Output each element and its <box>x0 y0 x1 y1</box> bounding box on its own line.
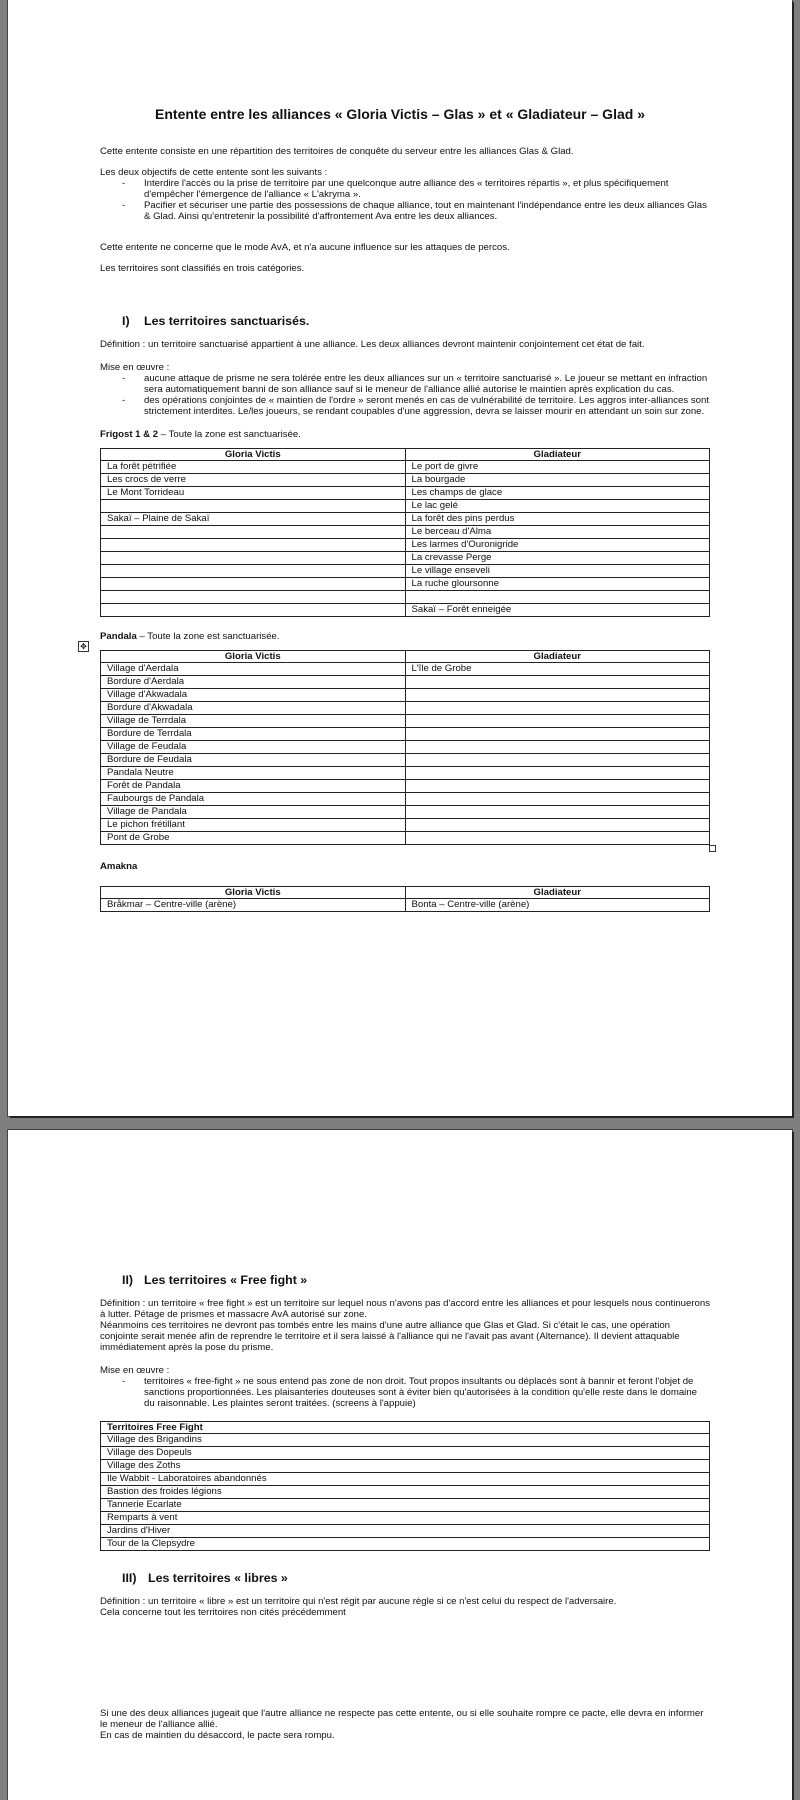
column-header: Gloria Victis <box>101 887 406 899</box>
table-cell: Tannerie Ecarlate <box>101 1499 710 1512</box>
table-row <box>101 1447 710 1460</box>
table-cell <box>405 767 710 780</box>
intro-paragraph: Cette entente consiste en une répartition des territoires de conquête du serveur entre les alliances Glas & Glad. <box>100 146 574 157</box>
table-cell: Jardins d'Hiver <box>101 1525 710 1538</box>
table-row <box>101 715 710 728</box>
section-2 <box>100 1275 710 1741</box>
table-cell <box>405 728 710 741</box>
table-cell: Tour de la Clepsydre <box>101 1538 710 1551</box>
table-cell <box>101 552 406 565</box>
table-row <box>101 832 710 845</box>
table-cell <box>101 539 406 552</box>
table-cell: Pont de Grobe <box>101 832 406 845</box>
table-cell: La crevasse Perge <box>405 552 710 565</box>
table-cell: Le lac gelé <box>405 500 710 513</box>
table-cell: Village de Pandala <box>101 806 406 819</box>
table-cell: Les larmes d'Ouronigride <box>405 539 710 552</box>
column-header: Territoires Free Fight <box>101 1422 710 1434</box>
table-row <box>101 819 710 832</box>
table-row <box>101 1473 710 1486</box>
table-cell: Les crocs de verre <box>101 474 406 487</box>
table-cell: Sakaï – Plaine de Sakaï <box>101 513 406 526</box>
table-row <box>101 1512 710 1525</box>
table-cell <box>101 578 406 591</box>
table-row <box>101 689 710 702</box>
table-cell: Bordure d'Akwadala <box>101 702 406 715</box>
zone-heading: Frigost 1 & 2 – Toute la zone est sanctuarisée. <box>100 429 301 440</box>
document-page-1 <box>8 0 792 1116</box>
table-row <box>101 1486 710 1499</box>
table-row <box>101 1538 710 1551</box>
list-item: - Interdire l'accès ou la prise de territoire par une quelconque autre alliance des « territoires répartis », et plus spécifiquement d'empêcher l'émergence de l'alliance « L'akryma ». <box>122 178 669 200</box>
table-row <box>101 461 710 474</box>
table-row <box>101 741 710 754</box>
table-row <box>101 676 710 689</box>
table-row <box>101 578 710 591</box>
table-cell <box>101 565 406 578</box>
document-title: Entente entre les alliances « Gloria Victis – Glas » et « Gladiateur – Glad » <box>155 106 645 122</box>
table-cell: Village d'Aerdala <box>101 663 406 676</box>
table-cell: Le Mont Torrideau <box>101 487 406 500</box>
table-cell: Bonta – Centre-ville (arène) <box>405 899 710 912</box>
ava-note: Cette entente ne concerne que le mode AvA, et n'a aucune influence sur les attaques de percos. <box>100 242 510 253</box>
table-cell: Pandala Neutre <box>101 767 406 780</box>
column-header: Gladiateur <box>405 887 710 899</box>
table-row <box>101 591 710 604</box>
table-cell: Bordure d'Aerdala <box>101 676 406 689</box>
table-row <box>101 1499 710 1512</box>
zone-heading: Amakna <box>100 861 138 872</box>
table-row <box>101 1525 710 1538</box>
mise-en-oeuvre-list <box>100 373 710 417</box>
table-cell: Bråkmar – Centre-ville (arène) <box>101 899 406 912</box>
free-fight-table <box>100 1421 710 1551</box>
territory-table-pandala <box>100 650 710 845</box>
table-cell: L'île de Grobe <box>405 663 710 676</box>
table-cell <box>405 689 710 702</box>
document-page-2 <box>8 1130 792 1800</box>
section-definition-continued: Néanmoins ces territoires ne devront pas tombés entre les mains d'une autre alliance que Glas et Glad. Si c'était le cas, une opération conjointe serait menée afin de reprendre le territoire et il sera laissé à l'alliance qui ne l'avait pas avant (Alternance). Il devient attaquable immédiatement après la pose du prisme. <box>100 1320 680 1353</box>
section-definition: Définition : un territoire « libre » est un territoire qui n'est régit par aucune règle si ce n'est celui du respect de l'adversaire. <box>100 1596 617 1607</box>
section-heading: III) Les territoires « libres » <box>122 1571 288 1585</box>
table-cell <box>405 754 710 767</box>
table-row <box>101 899 710 912</box>
list-item: - des opérations conjointes de « maintien de l'ordre » seront menés en cas de vulnérabilité de territoire. Les aggros inter-alliances sont strictement interdites. Le/les joueurs, se rendant coupables d'une aggression, devra se laisser mourir en attendant un soin sur zone. <box>122 395 709 417</box>
list-item: - Pacifier et sécuriser une partie des possessions de chaque alliance, tout en maintenant l'indépendance entre les deux alliances Glas & Glad. Ainsi qu'entretenir la possibilité d'affrontement Ava entre les deux alliances. <box>122 200 707 222</box>
table-row <box>101 474 710 487</box>
column-header: Gloria Victis <box>101 449 406 461</box>
table-cell: Le village enseveli <box>405 565 710 578</box>
table-cell: La forêt pétrifiée <box>101 461 406 474</box>
table-cell <box>101 604 406 617</box>
section-heading: II) Les territoires « Free fight » <box>122 1273 308 1287</box>
table-cell: Bordure de Feudala <box>101 754 406 767</box>
intro-block <box>100 146 710 274</box>
table-cell: Les champs de glace <box>405 487 710 500</box>
table-cell: Village d'Akwadala <box>101 689 406 702</box>
table-cell <box>405 806 710 819</box>
table-cell: Le berceau d'Alma <box>405 526 710 539</box>
objectives-list <box>100 178 710 222</box>
table-cell: Village des Zoths <box>101 1460 710 1473</box>
table-cell <box>405 832 710 845</box>
table-cell: Bordure de Terrdala <box>101 728 406 741</box>
table-cell: Forêt de Pandala <box>101 780 406 793</box>
closing-paragraph: Si une des deux alliances jugeait que l'autre alliance ne respecte pas cette entente, ou si elle souhaite rompre ce pacte, elle devra en informer le meneur de l'alliance allié. <box>100 1708 704 1730</box>
table-row <box>101 565 710 578</box>
section-definition-continued: Cela concerne tout les territoires non cités précédemment <box>100 1607 346 1618</box>
table-row <box>101 728 710 741</box>
table-row <box>101 780 710 793</box>
objectives-intro: Les deux objectifs de cette entente sont les suivants : <box>100 167 328 178</box>
table-row <box>101 487 710 500</box>
table-cell: Le pichon frétillant <box>101 819 406 832</box>
table-row <box>101 539 710 552</box>
table-row <box>101 754 710 767</box>
table-resize-handle[interactable] <box>709 845 716 852</box>
categories-note: Les territoires sont classifiés en trois catégories. <box>100 263 305 274</box>
table-cell <box>101 591 406 604</box>
table-cell <box>101 526 406 539</box>
column-header: Gladiateur <box>405 449 710 461</box>
table-cell: Bastion des froides légions <box>101 1486 710 1499</box>
territory-table-frigost <box>100 448 710 617</box>
table-row <box>101 1434 710 1447</box>
table-cell: Village de Feudala <box>101 741 406 754</box>
table-cell: Faubourgs de Pandala <box>101 793 406 806</box>
column-header: Gloria Victis <box>101 651 406 663</box>
table-cell <box>405 591 710 604</box>
table-cell: Remparts à vent <box>101 1512 710 1525</box>
table-cell <box>405 741 710 754</box>
table-cell <box>101 500 406 513</box>
table-cell: Village des Dopeuls <box>101 1447 710 1460</box>
table-row <box>101 663 710 676</box>
list-item: - aucune attaque de prisme ne sera tolérée entre les deux alliances sur un « territoire sanctuarisé ». Le joueur se mettant en infraction sera automatiquement banni de son alliance sauf si le meneur de l'alliance allié autorise le maintien après explication du cas. <box>122 373 708 395</box>
table-row <box>101 767 710 780</box>
table-cell <box>405 819 710 832</box>
section-heading: I) Les territoires sanctuarisés. <box>122 314 310 328</box>
table-cell: Sakaï – Forêt enneigée <box>405 604 710 617</box>
table-row <box>101 513 710 526</box>
table-cell: Village de Terrdala <box>101 715 406 728</box>
table-row <box>101 806 710 819</box>
zone-heading: Pandala – Toute la zone est sanctuarisée. <box>100 631 280 642</box>
table-cell <box>405 780 710 793</box>
section-1 <box>80 314 710 912</box>
table-move-handle-icon[interactable]: ✥ <box>78 641 89 652</box>
table-row <box>101 1460 710 1473</box>
table-cell <box>405 702 710 715</box>
section-definition: Définition : un territoire « free fight » est un territoire sur lequel nous n'avons pas d'accord entre les alliances et pour lesquels nous continuerons à lutter. Pétage de prismes et massacre AvA autorisé sur zone. <box>100 1298 711 1320</box>
table-cell <box>405 715 710 728</box>
table-row <box>101 702 710 715</box>
table-row <box>101 500 710 513</box>
mise-en-oeuvre-label: Mise en œuvre : <box>100 362 170 373</box>
table-cell <box>405 793 710 806</box>
closing-paragraph: En cas de maintien du désaccord, le pacte sera rompu. <box>100 1730 335 1741</box>
table-cell: Ile Wabbit - Laboratoires abandonnés <box>101 1473 710 1486</box>
column-header: Gladiateur <box>405 651 710 663</box>
mise-en-oeuvre-label: Mise en œuvre : <box>100 1365 170 1376</box>
table-row <box>101 793 710 806</box>
table-cell <box>405 676 710 689</box>
territory-table-amakna <box>100 886 710 912</box>
list-item: - territoires « free-fight » ne sous entend pas zone de non droit. Tout propos insultants ou déplacés sont à bannir et feront l'objet de sanctions proportionnées. Les plaisanteries douteuses sont à éviter bien qu'autorisées à la condition qu'elle reste dans le domaine du raisonnable. Les plaintes seront traitées. (screens à l'appuie) <box>122 1376 697 1409</box>
table-cell: Le port de givre <box>405 461 710 474</box>
table-cell: Village des Brigandins <box>101 1434 710 1447</box>
section-definition: Définition : un territoire sanctuarisé appartient à une alliance. Les deux alliances devront maintenir conjointement cet état de fait. <box>100 339 645 350</box>
table-row <box>101 526 710 539</box>
table-cell: La forêt des pins perdus <box>405 513 710 526</box>
table-row <box>101 604 710 617</box>
mise-en-oeuvre-list <box>100 1376 710 1409</box>
table-cell: La bourgade <box>405 474 710 487</box>
table-row <box>101 552 710 565</box>
table-cell: La ruche gloursonne <box>405 578 710 591</box>
